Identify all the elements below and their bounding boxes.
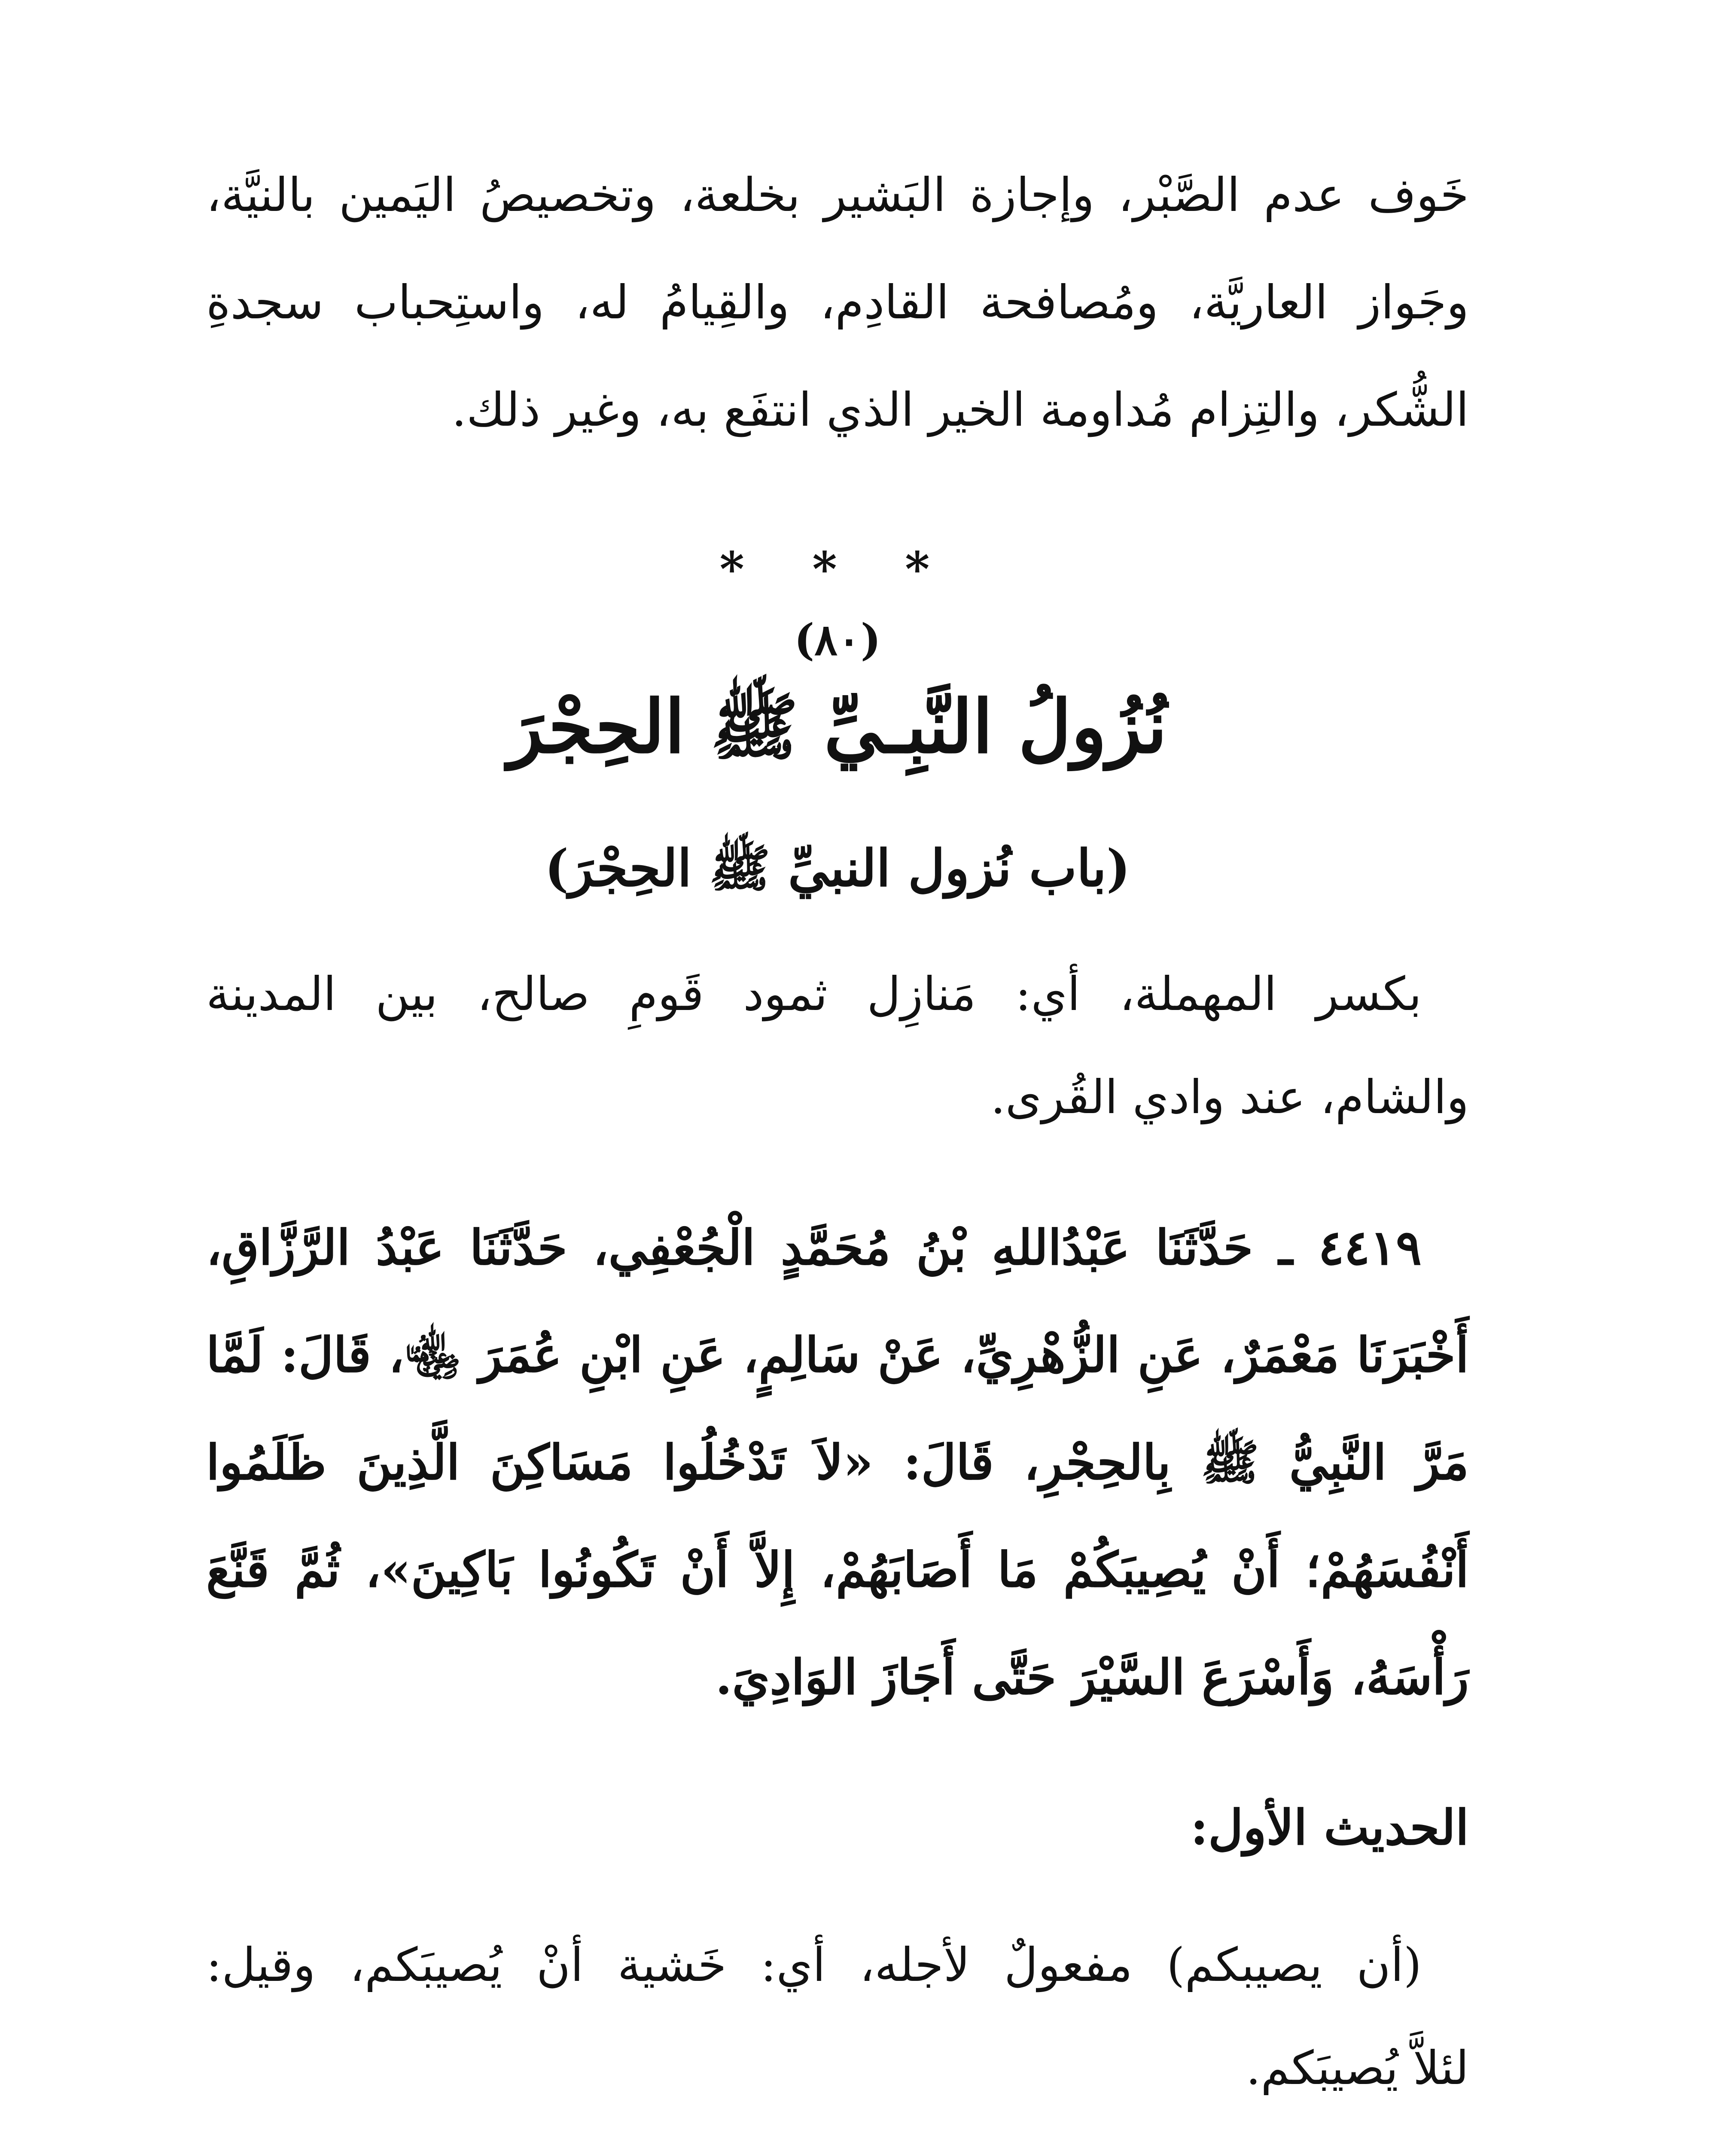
hadith-line: أَنْفُسَهُمْ؛ أَنْ يُصِيبَكُمْ مَا أَصَابَهُمْ، إِلاَّ أَنْ تَكُونُوا بَاكِينَ»، ثُمَّ قَنَّعَ: [206, 1542, 1469, 1598]
book-page: [206, 163, 1469, 2148]
bab-title: (باب نُزول النبيِّ ﷺ الحِجْرَ): [545, 838, 1130, 898]
text-line: لئلاَّ يُصيبَكم.: [1246, 2041, 1469, 2095]
section-separator: * * *: [719, 541, 956, 597]
text-line: خَوف عدم الصَّبْر، وإجازة البَشير بخلعة، وتخصيصُ اليَمين بالنيَّة،: [206, 168, 1469, 222]
hadith-line: ٤٤١٩ ـ حَدَّثَنَا عَبْدُاللهِ بْنُ مُحَمَّدٍ الْجُعْفِي، حَدَّثَنَا عَبْدُ الرَّزَّاقِ،: [206, 1220, 1422, 1276]
hadith-line: مَرَّ النَّبِيُّ ﷺ بِالحِجْرِ، قَالَ: «لاَ تَدْخُلُوا مَسَاكِنَ الَّذِينَ ظَلَمُوا: [206, 1434, 1469, 1491]
text-line: الشُّكر، والتِزام مُداومة الخير الذي انتفَع به، وغير ذلك.: [451, 383, 1469, 437]
hadith-line: رَأْسَهُ، وَأَسْرَعَ السَّيْرَ حَتَّى أَجَازَ الوَادِيَ.: [715, 1649, 1469, 1706]
chapter-title: نُزُولُ النَّبِـيِّ ﷺ الحِجْرَ: [508, 684, 1167, 770]
text-line: بكسر المهملة، أي: مَنازِل ثمود قَومِ صالح، بين المدينة: [206, 967, 1422, 1021]
chapter-number: (٨٠): [794, 614, 881, 665]
hadith-line: أَخْبَرَنَا مَعْمَرٌ، عَنِ الزُّهْرِيِّ، عَنْ سَالِمٍ، عَنِ ابْنِ عُمَرَ ﵄، قَالَ: لَمَّا: [206, 1327, 1469, 1383]
text-line: (أن يصيبكم) مفعولٌ لأجله، أي: خَشية أنْ يُصيبَكم، وقيل:: [206, 1938, 1422, 1992]
section-label: الحديث الأول:: [1190, 1800, 1469, 1856]
text-line: والشام، عند وادي القُرى.: [990, 1071, 1469, 1124]
text-line: وجَواز العاريَّة، ومُصافحة القادِم، والقِيامُ له، واستِحباب سجدةِ: [206, 276, 1469, 330]
